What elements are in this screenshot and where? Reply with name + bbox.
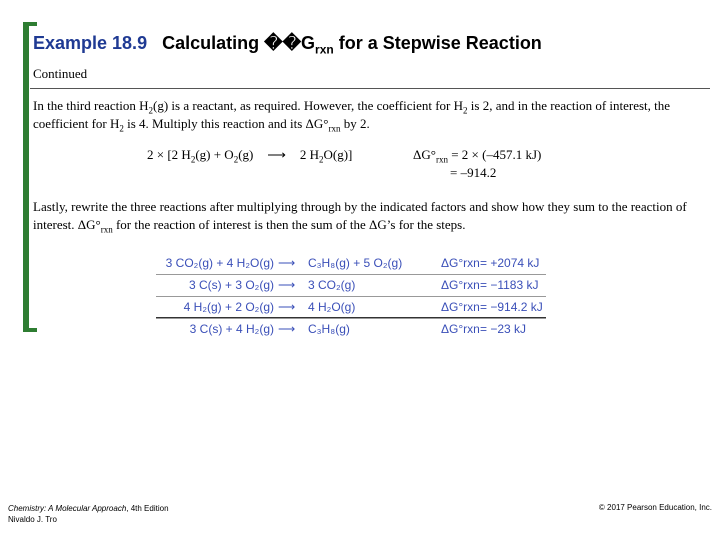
- step-row: [156, 253, 546, 275]
- step-dg-label: ΔG°rxn: [441, 322, 480, 336]
- step-reactants: 4 H₂(g) + 2 O₂(g): [183, 300, 274, 314]
- example-number: Example 18.9: [33, 33, 148, 53]
- step-dg-value: = −23 kJ: [480, 322, 527, 336]
- step-reactants: 3 C(s) + 4 H₂(g): [189, 322, 274, 336]
- stepwise-reactions: [156, 253, 546, 340]
- delta-g-expression: $\Delta G^\circ_{rxn} = 2 \times (-457.1$ kJ): [413, 147, 542, 165]
- reaction-arrow-icon: ⟶: [278, 300, 296, 314]
- step-products: C₃H₈(g): [308, 322, 350, 336]
- reaction-arrow-icon: ⟶: [278, 322, 296, 336]
- accent-bar-foot: [23, 328, 37, 332]
- accent-bar-cap: [23, 22, 37, 26]
- title-rest: for a Stepwise Reaction: [338, 33, 542, 53]
- title-text: Calculating: [162, 33, 260, 53]
- reaction-arrow-icon: ⟶: [278, 278, 296, 292]
- step-row: [156, 275, 546, 297]
- multiplied-equation: 2 × [2 $H_2(g) + O_2(g)$ ⟶ 2 $H_2O(g)$]: [147, 147, 353, 165]
- step-row: [156, 297, 546, 319]
- step-products: 3 CO₂(g): [308, 278, 356, 292]
- title-symbol: ��G: [264, 33, 316, 53]
- step-dg-label: ΔG°rxn: [441, 278, 480, 292]
- footer-citation: Chemistry: A Molecular Approach, 4th Edition Nivaldo J. Tro: [8, 504, 169, 524]
- delta-g-result: = –914.2: [450, 165, 497, 180]
- title-subscript: rxn: [315, 42, 334, 57]
- step-row-sum: [156, 319, 546, 340]
- sum-line: [156, 317, 546, 318]
- step-reactants: 3 C(s) + 3 O₂(g): [188, 278, 274, 292]
- footer-copyright: © 2017 Pearson Education, Inc.: [598, 503, 712, 512]
- book-title: Chemistry: A Molecular Approach: [8, 504, 127, 513]
- paragraph-third-reaction: In the third reaction $H_2(g)$ is a reactant, as required. However, the coefficient for $H_2$ is 2, and in the reaction of interest, the coefficient for $H_2$ is 4. Multiply this reaction and its $\Delta G^\circ_{rxn}$ by 2.: [33, 98, 671, 134]
- step-dg-label: ΔG°rxn: [441, 300, 480, 314]
- step-reactants: 3 CO₂(g) + 4 H₂O(g): [165, 256, 274, 270]
- step-dg-label: ΔG°rxn: [441, 256, 480, 270]
- author: Nivaldo J. Tro: [8, 515, 57, 524]
- paragraph-sum: Lastly, rewrite the three reactions after multiplying through by the indicated factors and show how they sum to the reaction of interest. $\Delta G^\circ_{rxn}$ for the reaction of interest is then the sum of the ΔG’s for the steps.: [33, 199, 687, 235]
- step-dg-value: = −1183 kJ: [480, 278, 539, 292]
- step-dg-value: = +2074 kJ: [480, 256, 540, 270]
- step-products: 4 H₂O(g): [308, 300, 356, 314]
- subtitle: Continued: [33, 66, 88, 81]
- reaction-arrow-icon: ⟶: [267, 147, 286, 162]
- step-products: C₃H₈(g) + 5 O₂(g): [308, 256, 403, 270]
- accent-bar: [23, 22, 29, 332]
- reaction-arrow-icon: ⟶: [278, 256, 296, 270]
- page-title: [33, 33, 542, 57]
- divider: [30, 88, 710, 89]
- step-dg-value: = −914.2 kJ: [480, 300, 543, 314]
